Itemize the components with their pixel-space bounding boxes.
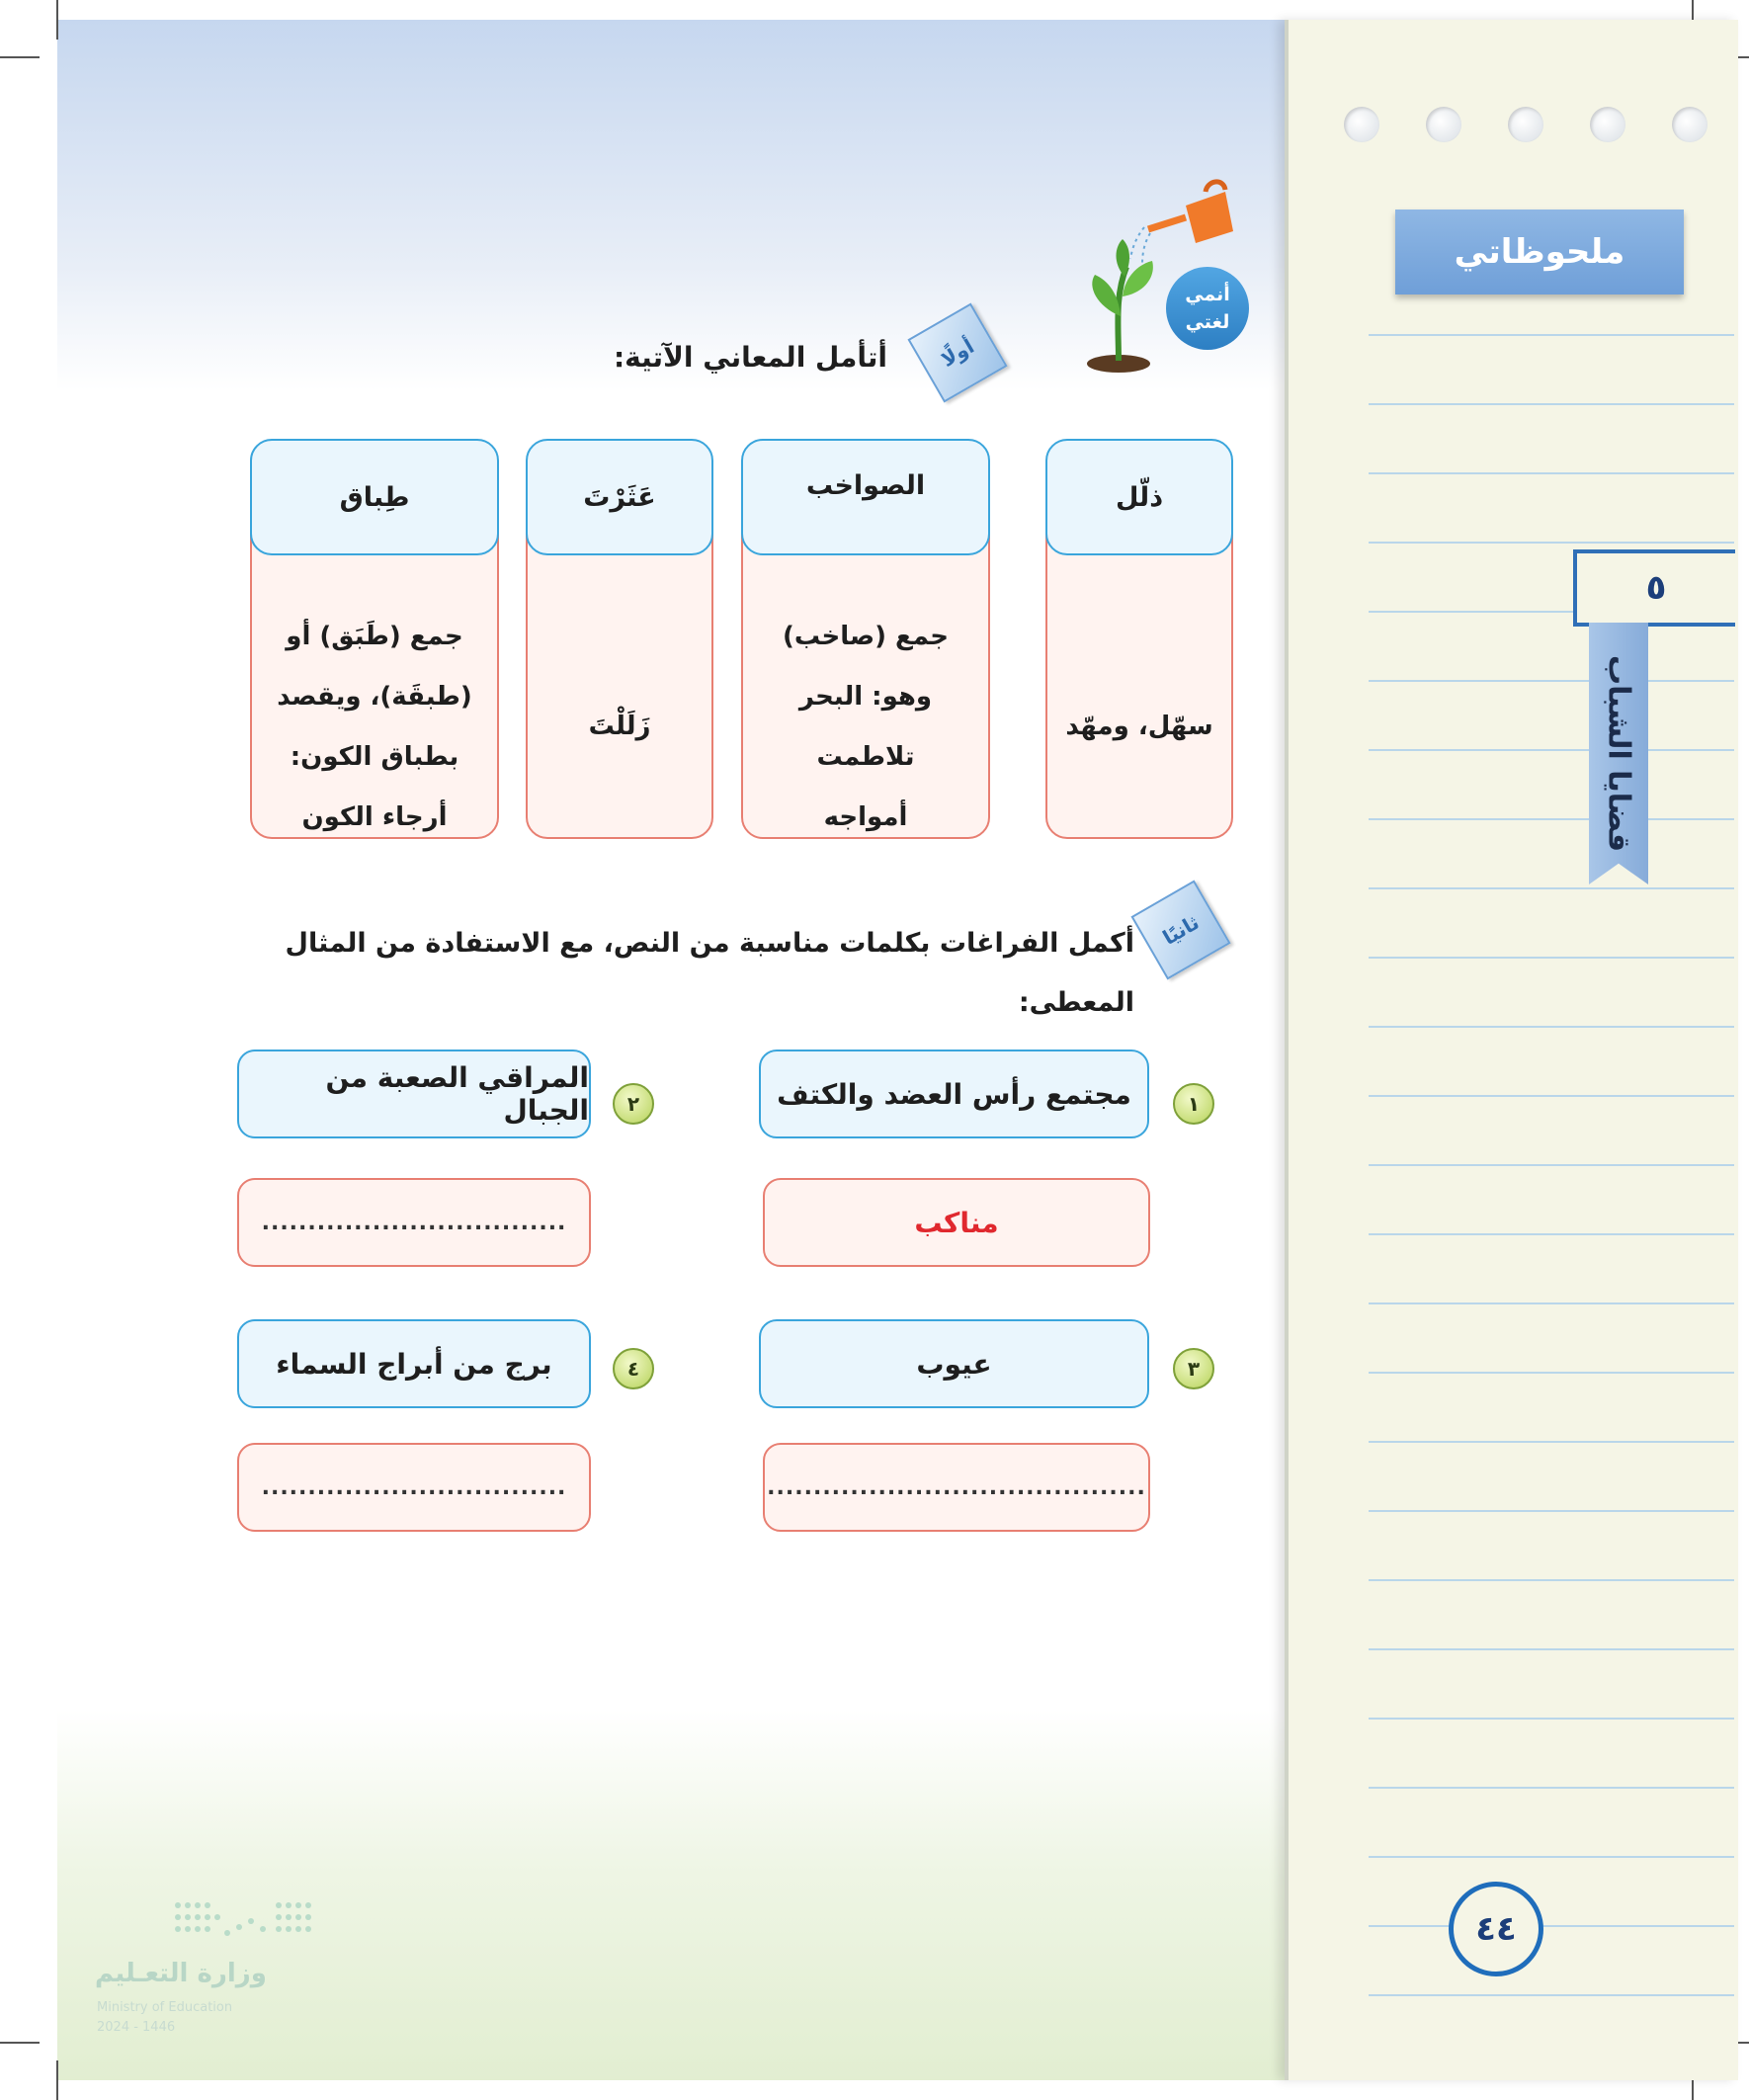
notes-ruled-line (1369, 1510, 1734, 1512)
crop-mark (0, 2042, 40, 2044)
binder-hole (1508, 107, 1543, 142)
section-label-second: ثانيًا (1130, 880, 1230, 979)
unit-number: ٥ (1573, 549, 1735, 627)
vocab-word: ذلّل (1045, 439, 1233, 555)
vocab-card (1045, 439, 1233, 839)
notes-ruled-line (1369, 1994, 1734, 1996)
vocab-meaning: جمع (صاخب) وهو: البحر تلاطمت أمواجه (741, 498, 990, 839)
crop-mark (0, 56, 40, 58)
vocab-card (250, 439, 499, 839)
binder-hole (1344, 107, 1379, 142)
notes-ruled-line (1369, 1302, 1734, 1304)
ministry-year: 2024 - 1446 (97, 2020, 176, 2035)
ministry-name-ar: وزارة التعـليم (95, 1959, 267, 1988)
notes-ruled-line (1369, 472, 1734, 474)
answer-field[interactable]: ................................. (237, 1443, 591, 1532)
vocab-card (741, 439, 990, 839)
binder-hole (1590, 107, 1625, 142)
answer-field[interactable]: ................................. (237, 1178, 591, 1267)
item-number: ١ (1173, 1083, 1214, 1125)
notes-ruled-line (1369, 749, 1734, 751)
vocab-meaning: زَلَلْتَ (526, 498, 713, 839)
binder-hole (1426, 107, 1461, 142)
item-number: ٤ (613, 1348, 654, 1389)
answer-field[interactable]: ......................................... (763, 1443, 1150, 1532)
notes-ruled-line (1369, 403, 1734, 405)
section1-heading: أتأمل المعاني الآتية: (613, 341, 887, 374)
notes-ruled-line (1369, 1164, 1734, 1166)
notes-panel (1285, 20, 1738, 2080)
page-number: ٤٤ (1449, 1882, 1543, 1976)
section-label-first: أولًا (907, 302, 1007, 402)
section2-instruction: أكمل الفراغات بكلمات مناسبة من النص، مع الاستفادة من المثال المعطى: (285, 928, 1134, 1018)
badge-line2: لغتي (1185, 311, 1230, 333)
badge-line1: أنمي (1185, 284, 1230, 305)
unit-title: قضايا الشباب (1601, 654, 1636, 853)
item-number: ٣ (1173, 1348, 1214, 1389)
notes-ruled-line (1369, 680, 1734, 682)
notes-ruled-line (1369, 1372, 1734, 1374)
binder-hole (1672, 107, 1707, 142)
notes-ruled-line (1369, 1095, 1734, 1097)
vocab-word: عَثَرْتَ (526, 439, 713, 555)
definition-box: عيوب (759, 1319, 1149, 1408)
notes-ruled-line (1369, 1026, 1734, 1028)
crop-mark (56, 0, 58, 40)
notes-tab: ملحوظاتي (1395, 210, 1684, 294)
definition-box: برج من أبراج السماء (237, 1319, 591, 1408)
enrich-language-badge (1166, 267, 1249, 350)
notes-ruled-line (1369, 1233, 1734, 1235)
notes-ruled-line (1369, 334, 1734, 336)
vocab-meaning: جمع (طَبَق) أو (طبقَة)، ويقصد بطباق الكون: أرجاء الكون (250, 498, 499, 839)
notes-ruled-line (1369, 1648, 1734, 1650)
vocab-word: الصواخب (741, 439, 990, 555)
vocab-card (526, 439, 713, 839)
vocab-meaning: سهّل، ومهّد (1045, 498, 1233, 839)
ministry-dots-icon (170, 1897, 318, 1945)
definition-box: المراقي الصعبة من الجبال (237, 1050, 591, 1138)
notes-ruled-line (1369, 1718, 1734, 1720)
ministry-logo (95, 1897, 273, 2036)
notes-ruled-line (1369, 542, 1734, 544)
notes-ruled-line (1369, 887, 1734, 889)
notes-ruled-line (1369, 818, 1734, 820)
notes-ruled-line (1369, 957, 1734, 959)
ministry-name-en: Ministry of Education (97, 2000, 233, 2015)
vocab-word: طِباق (250, 439, 499, 555)
definition-box: مجتمع رأس العضد والكتف (759, 1050, 1149, 1138)
crop-mark (56, 2060, 58, 2100)
notes-ruled-line (1369, 1787, 1734, 1789)
answer-box-example: مناكب (763, 1178, 1150, 1267)
notes-ruled-line (1369, 1579, 1734, 1581)
notes-ruled-line (1369, 1441, 1734, 1443)
item-number: ٢ (613, 1083, 654, 1125)
notes-ruled-line (1369, 1925, 1734, 1927)
notes-ruled-line (1369, 1856, 1734, 1858)
